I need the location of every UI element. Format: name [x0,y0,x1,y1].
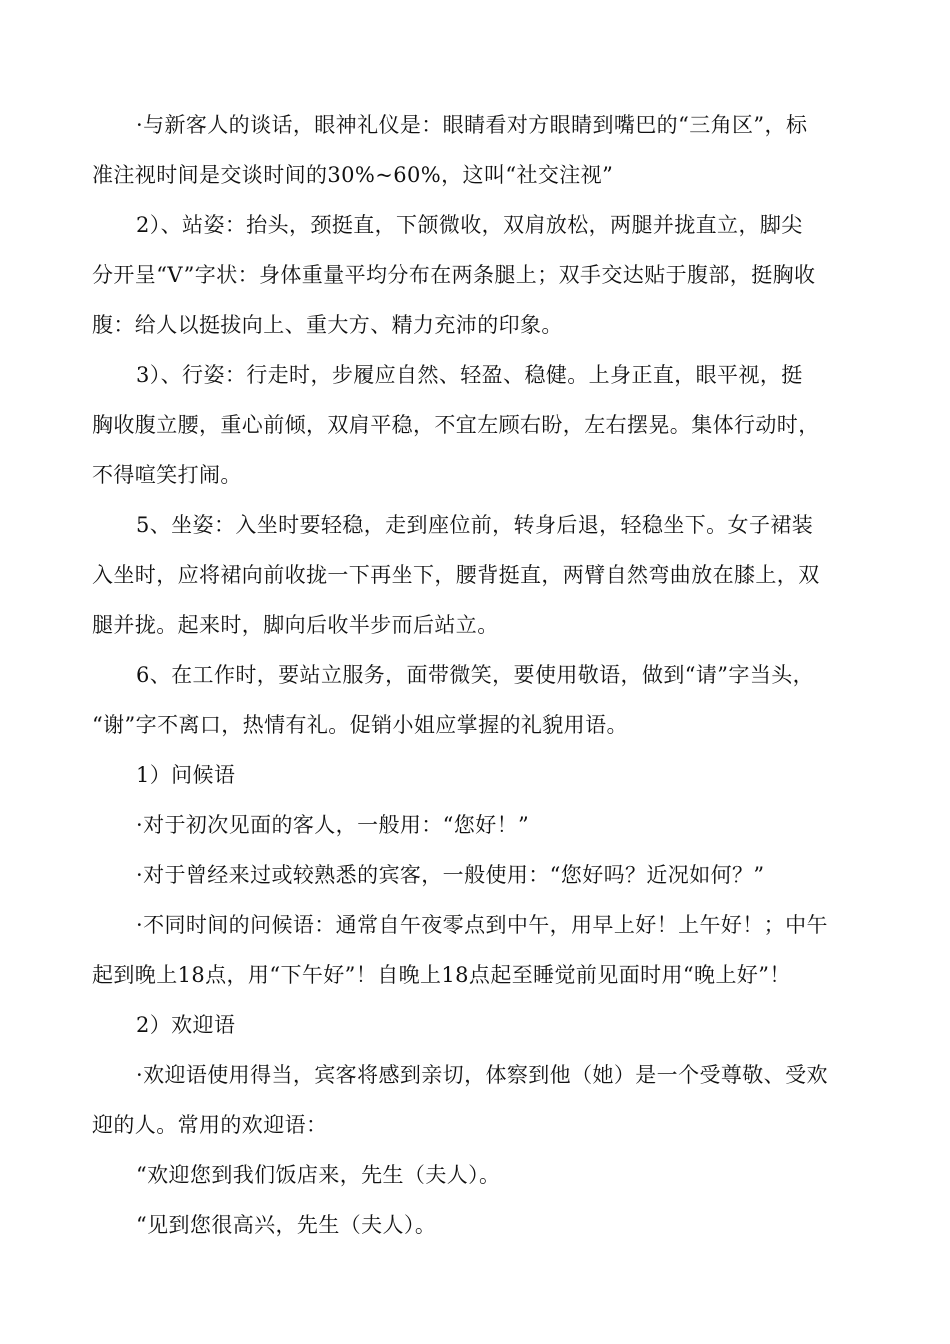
paragraph-line: 胸收腹立腰，重心前倾，双肩平稳，不宜左顾右盼，左右摆晃。集体行动时， [92,413,820,437]
paragraph-line: ·不同时间的问候语：通常自午夜零点到中午，用早上好！上午好！；中午 [136,913,828,937]
section-heading: 1）问候语 [136,763,236,787]
paragraph-line: 2）、站姿：抬头，颈挺直，下颌微收，双肩放松，两腿并拢直立，脚尖 [136,213,803,237]
paragraph-line: 3）、行姿：行走时，步履应自然、轻盈、稳健。上身正直，眼平视，挺 [136,363,803,387]
paragraph-line: ·对于曾经来过或较熟悉的宾客，一般使用：“您好吗？近况如何？” [136,863,765,887]
paragraph-line: 分开呈“V”字状：身体重量平均分布在两条腿上；双手交达贴于腹部，挺胸收 [92,263,816,287]
paragraph-line: 5、坐姿：入坐时要轻稳，走到座位前，转身后退，轻稳坐下。女子裙装 [136,513,814,537]
paragraph-line: 准注视时间是交谈时间的30%~60%，这叫“社交注视” [92,163,614,187]
paragraph-line: “谢”字不离口，热情有礼。促销小姐应掌握的礼貌用语。 [92,713,628,737]
section-heading: 2）欢迎语 [136,1013,236,1037]
paragraph-line: 不得喧笑打闹。 [92,463,242,487]
paragraph-line: ·与新客人的谈话，眼神礼仪是：眼睛看对方眼睛到嘴巴的“三角区”，标 [136,113,808,137]
paragraph-line: “见到您很高兴，先生（夫人）。 [136,1213,437,1237]
paragraph-line: 腹：给人以挺拔向上、重大方、精力充沛的印象。 [92,313,563,337]
paragraph-line: 入坐时，应将裙向前收拢一下再坐下，腰背挺直，两臂自然弯曲放在膝上，双 [92,563,820,587]
paragraph-line: 迎的人。常用的欢迎语： [92,1113,328,1137]
paragraph-line: “欢迎您到我们饭店来，先生（夫人）。 [136,1163,501,1187]
paragraph-line: 起到晚上18点，用“下午好”！自晚上18点起至睡觉前见面时用“晚上好”！ [92,963,791,987]
paragraph-line: 腿并拢。起来时，脚向后收半步而后站立。 [92,613,499,637]
paragraph-line: ·对于初次见面的客人，一般用：“您好！” [136,813,530,837]
paragraph-line: 6、在工作时，要站立服务，面带微笑，要使用敬语，做到“请”字当头， [136,663,815,687]
paragraph-line: ·欢迎语使用得当，宾客将感到亲切，体察到他（她）是一个受尊敬、受欢 [136,1063,828,1087]
